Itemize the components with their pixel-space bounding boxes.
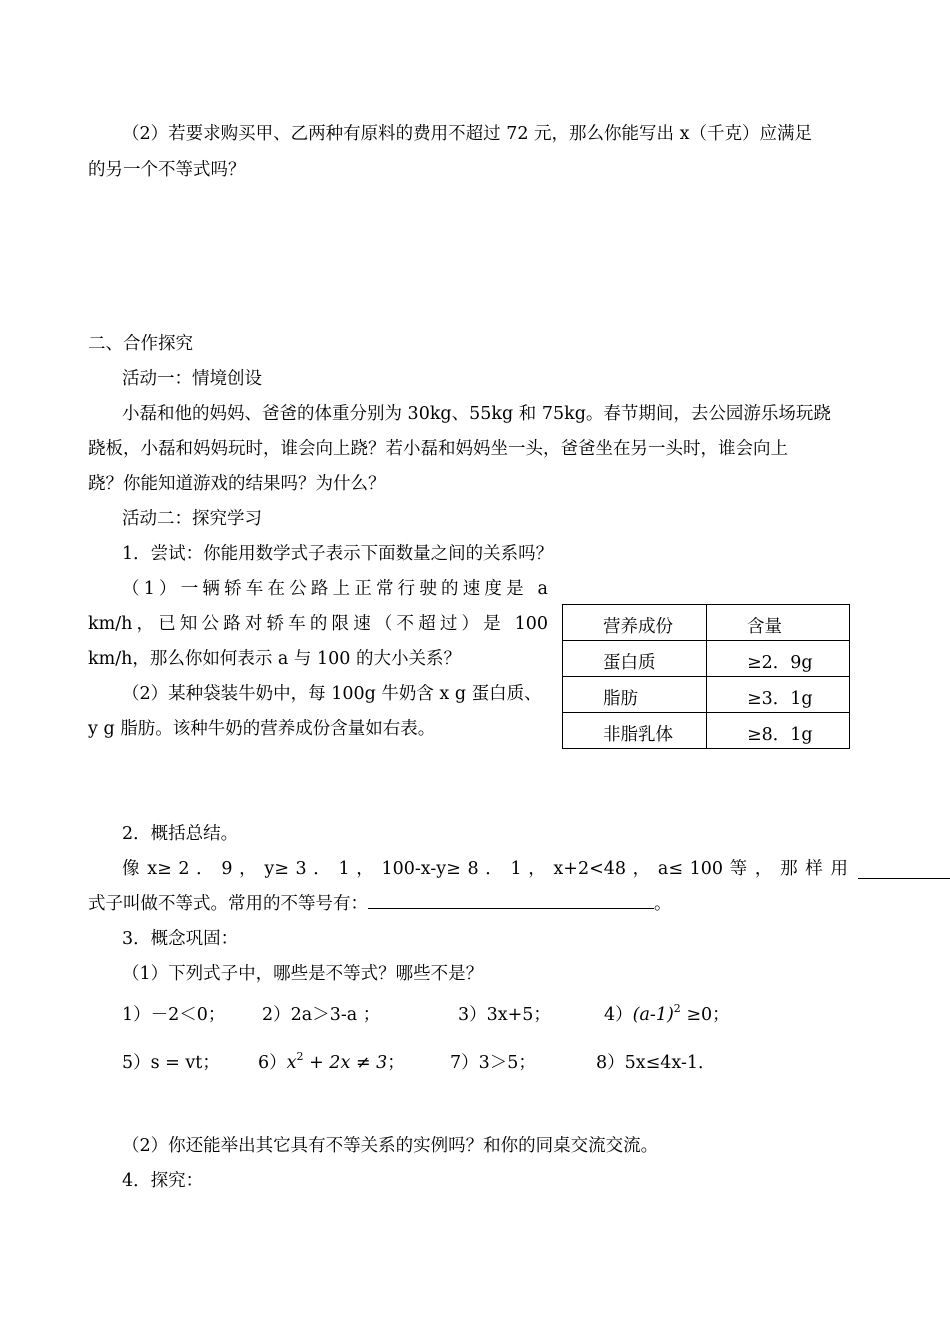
expression-6-label: 6） bbox=[258, 1053, 287, 1073]
expression-6-x: x bbox=[286, 1053, 297, 1073]
expression-6 bbox=[258, 1051, 405, 1073]
summary-line-1: 像 x≥ 2 ． 9 ， y≥ 3 ． 1 ， 100-x-y≥ 8 ． 1 ， x+2<48 ， a≤ 100 等 ， 那 样 用 bbox=[122, 859, 848, 879]
expression-4-rest: ≥0； bbox=[680, 1005, 730, 1025]
milk-question-line-2: y g 脂肪。该种牛奶的营养成份含量如右表。 bbox=[88, 719, 436, 739]
fill-blank-2[interactable] bbox=[368, 907, 654, 909]
expression-5: 5）s = vt； bbox=[122, 1053, 220, 1073]
expression-6-end: ； bbox=[387, 1053, 405, 1073]
table-header-row bbox=[563, 605, 850, 641]
table-cell: 非脂乳体 bbox=[563, 713, 707, 749]
summary-title: 2．概括总结。 bbox=[122, 824, 239, 844]
question-2-line-2: 的另一个不等式吗？ bbox=[88, 160, 246, 180]
expression-4-exponent: 2 bbox=[673, 1002, 681, 1015]
summary-line-2 bbox=[88, 896, 672, 914]
activity-1-line-3: 跷？你能知道游戏的结果吗？为什么？ bbox=[88, 474, 386, 494]
consolidation-question-2: （2）你还能举出其它具有不等关系的实例吗？和你的同桌交流交流。 bbox=[122, 1136, 659, 1156]
table-cell: ≥3．1g bbox=[707, 677, 850, 713]
car-question-line-3: km/h，那么你如何表示 a 与 100 的大小关系？ bbox=[88, 649, 461, 669]
table-cell: 脂肪 bbox=[563, 677, 707, 713]
expression-6-rest: + 2x ≠ 3 bbox=[303, 1053, 388, 1073]
consolidation-question-1: （1）下列式子中，哪些是不等式？哪些不是？ bbox=[122, 964, 484, 984]
activity-1-line-2: 跷板，小磊和妈妈玩时，谁会向上跷？若小磊和妈妈坐一头，爸爸坐在另一头时，谁会向上 bbox=[88, 439, 788, 459]
table-row bbox=[563, 677, 850, 713]
activity-2-title: 活动二：探究学习 bbox=[122, 509, 262, 529]
expression-6-exponent: 2 bbox=[296, 1050, 304, 1063]
expression-4 bbox=[604, 1003, 730, 1025]
activity-1-line-1: 小磊和他的妈妈、爸爸的体重分别为 30kg、55kg 和 75kg。春节期间，去公园游乐场玩跷 bbox=[122, 404, 831, 424]
expression-1: 1）－2＜0； bbox=[122, 1005, 226, 1025]
explore-title: 4．探究： bbox=[122, 1171, 204, 1191]
table-cell: ≥2．9g bbox=[707, 641, 850, 677]
summary-line-2-end: 。 bbox=[654, 894, 672, 914]
question-2-line-1: （2）若要求购买甲、乙两种有原料的费用不超过 72 元，那么你能写出 x（千克）应满足 bbox=[122, 124, 812, 144]
activity-1-title: 活动一：情境创设 bbox=[122, 369, 262, 389]
milk-question-line-1: （2）某种袋装牛奶中，每 100g 牛奶含 x g 蛋白质、 bbox=[122, 684, 542, 704]
summary-line-2-text: 式子叫做不等式。常用的不等号有： bbox=[88, 894, 368, 914]
expression-3: 3）3x+5； bbox=[458, 1005, 551, 1025]
table-cell: 蛋白质 bbox=[563, 641, 707, 677]
nutrition-table bbox=[562, 604, 850, 749]
fill-blank-1[interactable] bbox=[858, 878, 950, 879]
expression-8: 8）5x≤4x-1． bbox=[596, 1053, 716, 1073]
table-header-cell: 营养成份 bbox=[563, 605, 707, 641]
consolidation-title: 3．概念巩固： bbox=[122, 929, 239, 949]
expression-4-base: (a-1) bbox=[632, 1005, 674, 1025]
table-row bbox=[563, 641, 850, 677]
expression-2: 2）2a＞3-a ； bbox=[262, 1005, 381, 1025]
car-question-line-2: km/h，已知公路对轿车的限速（不超过）是 100 bbox=[88, 614, 548, 634]
table-row bbox=[563, 713, 850, 749]
section-heading: 二、合作探究 bbox=[88, 334, 193, 354]
expression-4-label: 4） bbox=[604, 1005, 633, 1025]
car-question-line-1: （1）一辆轿车在公路上正常行驶的速度是 a bbox=[122, 579, 548, 599]
table-header-cell: 含量 bbox=[707, 605, 850, 641]
attempt-item: 1．尝试：你能用数学式子表示下面数量之间的关系吗？ bbox=[122, 544, 554, 564]
expression-7: 7）3＞5； bbox=[450, 1053, 536, 1073]
table-cell: ≥8．1g bbox=[707, 713, 850, 749]
